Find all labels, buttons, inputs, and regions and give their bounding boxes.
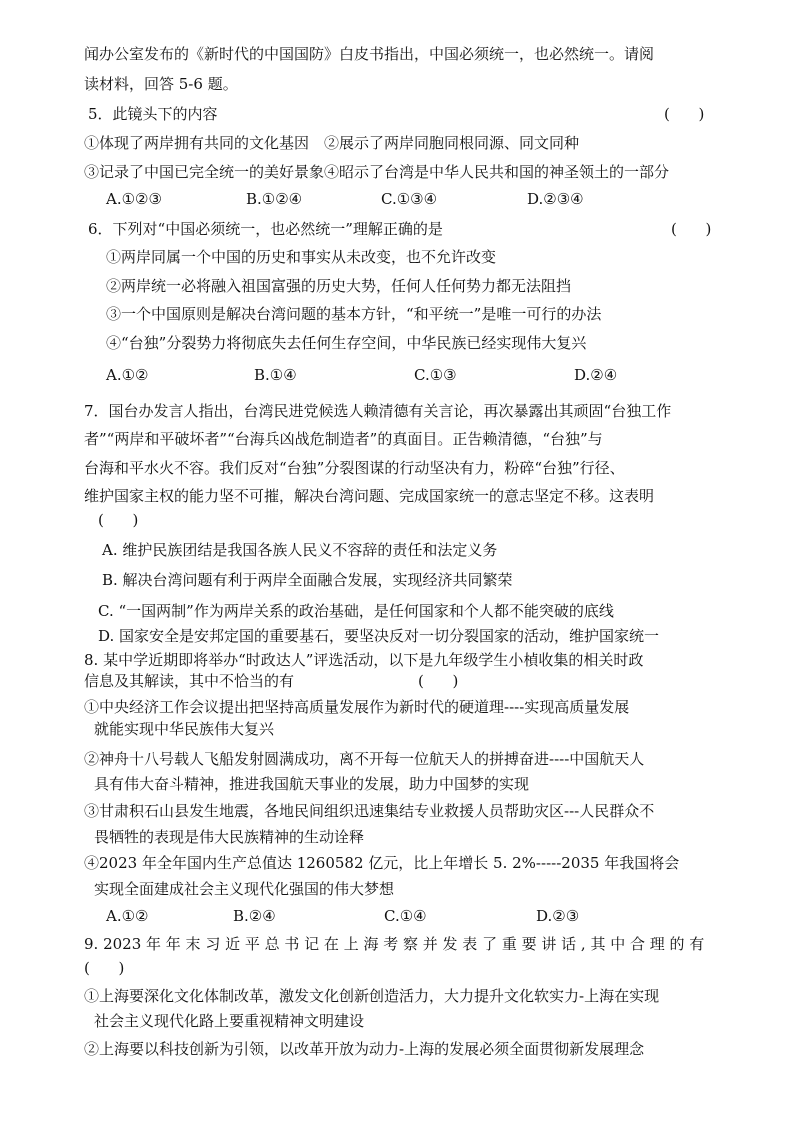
q8-statement-3a: ③甘肃积石山县发生地震，各地民间组织迅速集结专业救援人员帮助灾区---人民群众不 — [84, 802, 655, 820]
q5-option-a: A.①②③ — [106, 190, 162, 208]
q5-stem: 5．此镜头下的内容 — [88, 105, 218, 123]
q8-option-d: D.②③ — [536, 907, 580, 925]
q6-option-c: C.①③ — [414, 366, 457, 384]
q5-statement-3-4: ③记录了中国已完全统一的美好景象④昭示了台湾是中华人民共和国的神圣领土的一部分 — [84, 163, 670, 181]
q7-option-d: D. 国家安全是安邦定国的重要基石，要坚决反对一切分裂国家的活动，维护国家统一 — [98, 627, 660, 645]
q5-option-d: D.②③④ — [527, 190, 584, 208]
q8-stem-line-2: 信息及其解读，其中不恰当的有 — [84, 672, 295, 690]
q8-statement-2a: ②神舟十八号载人飞船发射圆满成功，离不开每一位航天人的拼搏奋进----中国航天人 — [84, 750, 645, 768]
q6-option-a: A.①② — [106, 366, 149, 384]
q9-stem: 9. 2023 年 年 末 习 近 平 总 书 记 在 上 海 考 察 并 发 表 了 重 要 讲 话 , 其 中 合 理 的 有 — [84, 935, 705, 953]
q6-statement-3: ③一个中国原则是解决台湾问题的基本方针，“和平统一”是唯一可行的办法 — [106, 305, 602, 323]
q7-option-b: B. 解决台湾问题有利于两岸全面融合发展，实现经济共同繁荣 — [102, 571, 513, 589]
q8-statement-1a: ①中央经济工作会议提出把坚持高质量发展作为新时代的硬道理----实现高质量发展 — [84, 698, 630, 716]
q6-statement-4: ④“台独”分裂势力将彻底失去任何生存空间，中华民族已经实现伟大复兴 — [106, 334, 587, 352]
q5-statement-1-2: ①体现了两岸拥有共同的文化基因 ②展示了两岸同胞同根同源、同文同种 — [84, 134, 580, 152]
q8-statement-2b: 具有伟大奋斗精神，推进我国航天事业的发展，助力中国梦的实现 — [94, 775, 530, 793]
q9-statement-1b: 社会主义现代化路上要重视精神文明建设 — [94, 1012, 365, 1030]
q6-statement-2: ②两岸统一必将融入祖国富强的历史大势，任何人任何势力都无法阻挡 — [106, 277, 572, 295]
q7-option-a: A. 维护民族团结是我国各族人民义不容辞的责任和法定义务 — [102, 541, 498, 559]
q7-option-c: C. “一国两制”作为两岸关系的政治基础，是任何国家和个人都不能突破的底线 — [98, 602, 614, 620]
q6-stem: 6．下列对“中国必须统一，也必然统一”理解正确的是 — [88, 220, 443, 238]
q8-stem-line-1: 8. 某中学近期即将举办“时政达人”评选活动，以下是九年级学生小楨收集的相关时政 — [84, 651, 644, 669]
q8-statement-3b: 畏牺牲的表现是伟大民族精神的生动诠释 — [94, 828, 365, 846]
q5-answer-paren: ( ) — [664, 105, 705, 123]
q5-option-c: C.①③④ — [381, 190, 438, 208]
q8-statement-1b: 就能实现中华民族伟大复兴 — [94, 720, 275, 738]
q7-stem-line-1: 7．国台办发言人指出，台湾民进党候选人赖清德有关言论，再次暴露出其顽固“台独工作 — [84, 402, 672, 420]
q8-option-b: B.②④ — [233, 907, 276, 925]
intro-line-2: 读材料，回答 5-6 题。 — [84, 75, 238, 93]
q7-stem-line-4: 维护国家主权的能力坚不可摧，解决台湾问题、完成国家统一的意志坚定不移。这表明 — [84, 487, 655, 505]
q9-statement-2: ②上海要以科技创新为引领，以改革开放为动力-上海的发展必须全面贯彻新发展理念 — [84, 1040, 645, 1058]
q6-answer-paren: ( ) — [671, 220, 712, 238]
q8-answer-paren: ( ) — [418, 672, 459, 690]
q5-option-b: B.①②④ — [246, 190, 303, 208]
q7-answer-paren: ( ) — [98, 511, 139, 529]
q6-statement-1: ①两岸同属一个中国的历史和事实从未改变，也不允许改变 — [106, 248, 497, 266]
q7-stem-line-2: 者”“两岸和平破坏者”“台海兵凶战危制造者”的真面目。正告赖清德，“台独”与 — [84, 430, 603, 448]
q8-option-a: A.①② — [106, 907, 149, 925]
q9-statement-1a: ①上海要深化文化体制改革，激发文化创新创造活力，大力提升文化软实力-上海在实现 — [84, 987, 660, 1005]
q8-statement-4b: 实现全面建成社会主义现代化强国的伟大梦想 — [94, 880, 395, 898]
q6-option-b: B.①④ — [254, 366, 297, 384]
q7-stem-line-3: 台海和平水火不容。我们反对“台独”分裂图谋的行动坚决有力，粉碎“台独”行径、 — [84, 459, 625, 477]
intro-line-1: 闻办公室发布的《新时代的中国国防》白皮书指出，中国必须统一，也必然统一。请阅 — [84, 45, 655, 63]
q9-answer-paren: ( ) — [84, 959, 125, 977]
q8-statement-4a: ④2023 年全年国内生产总值达 1260582 亿元，比上年增长 5. 2%-----2035 年我国将会 — [84, 854, 680, 872]
q8-option-c: C.①④ — [384, 907, 427, 925]
q6-option-d: D.②④ — [574, 366, 618, 384]
